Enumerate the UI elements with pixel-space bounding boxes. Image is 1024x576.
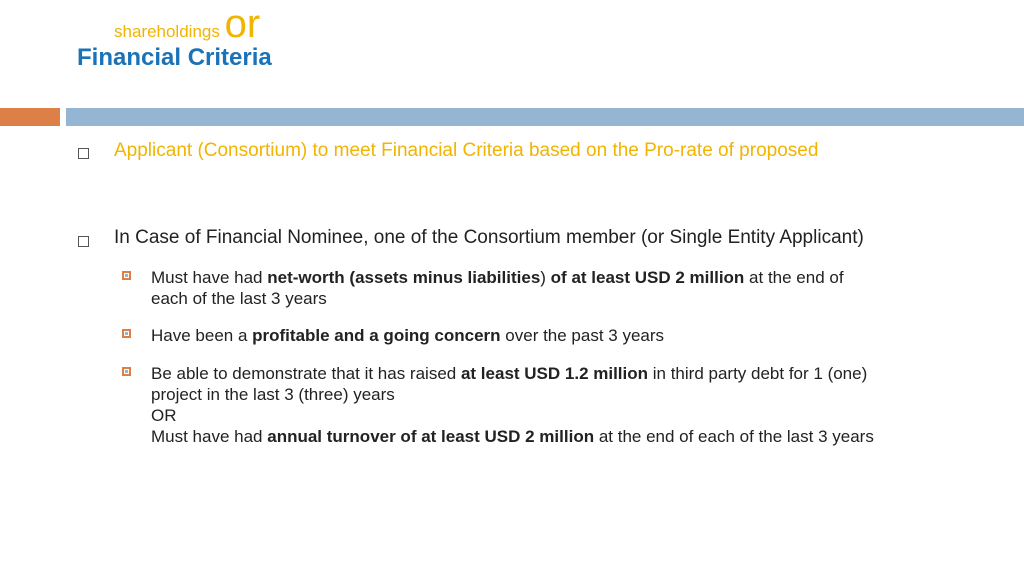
bold-segment: profitable and a going concern — [252, 326, 501, 345]
text-segment: in third party debt for 1 (one) — [648, 364, 868, 383]
text-segment: at the end of each of the last 3 years — [594, 427, 874, 446]
bold-segment: of at least USD 2 million — [550, 268, 745, 287]
text-segment: each of the last 3 years — [151, 289, 327, 308]
text-segment: Have been a — [151, 326, 253, 345]
bullet-point-financial-nominee — [78, 226, 1008, 256]
subpoint-net-worth-text — [151, 267, 991, 309]
bullet-point-consortium — [78, 2, 1008, 218]
text-segment: Be able to demonstrate that it has raised — [151, 364, 461, 383]
hollow-square-bullet-icon — [78, 236, 89, 247]
text-segment: ) — [540, 268, 551, 287]
or-separator: OR — [151, 406, 177, 425]
subpoint-profitable-text — [151, 325, 991, 346]
bold-segment: assets minus liabilities — [355, 268, 541, 287]
or-text: or — [224, 2, 261, 46]
subpoint-debt-text — [151, 363, 991, 447]
shareholdings-text: shareholdings — [114, 22, 220, 41]
slide-title: Financial Criteria — [77, 44, 272, 71]
accent-bar-orange — [0, 108, 60, 126]
consortium-line-1: Applicant (Consortium) to meet Financial Criteria based on the Pro-rate of proposed — [114, 140, 819, 161]
square-bullet-icon — [122, 329, 131, 338]
hollow-square-bullet-icon — [78, 148, 89, 159]
bold-segment: at least USD 1.2 million — [460, 364, 649, 383]
subpoint-profitable — [122, 325, 1002, 349]
text-segment: project in the last 3 (three) years — [151, 385, 395, 404]
financial-nominee-text: In Case of Financial Nominee, one of the Consortium member (or Single Entity Applicant) — [114, 227, 864, 248]
text-segment: Must have had — [151, 427, 268, 446]
bold-segment: annual turnover of at least USD 2 million — [267, 427, 595, 446]
text-segment: over the past 3 years — [500, 326, 665, 345]
square-bullet-icon — [122, 367, 131, 376]
subpoint-net-worth — [122, 267, 1002, 311]
consortium-line-2 — [114, 2, 260, 47]
text-segment: at the end of — [744, 268, 844, 287]
square-bullet-icon — [122, 271, 131, 280]
text-segment: Must have had — [151, 268, 268, 287]
accent-bar-blue — [66, 108, 1024, 126]
subpoint-debt-or-turnover — [122, 363, 1002, 453]
bold-segment: net-worth ( — [267, 268, 356, 287]
